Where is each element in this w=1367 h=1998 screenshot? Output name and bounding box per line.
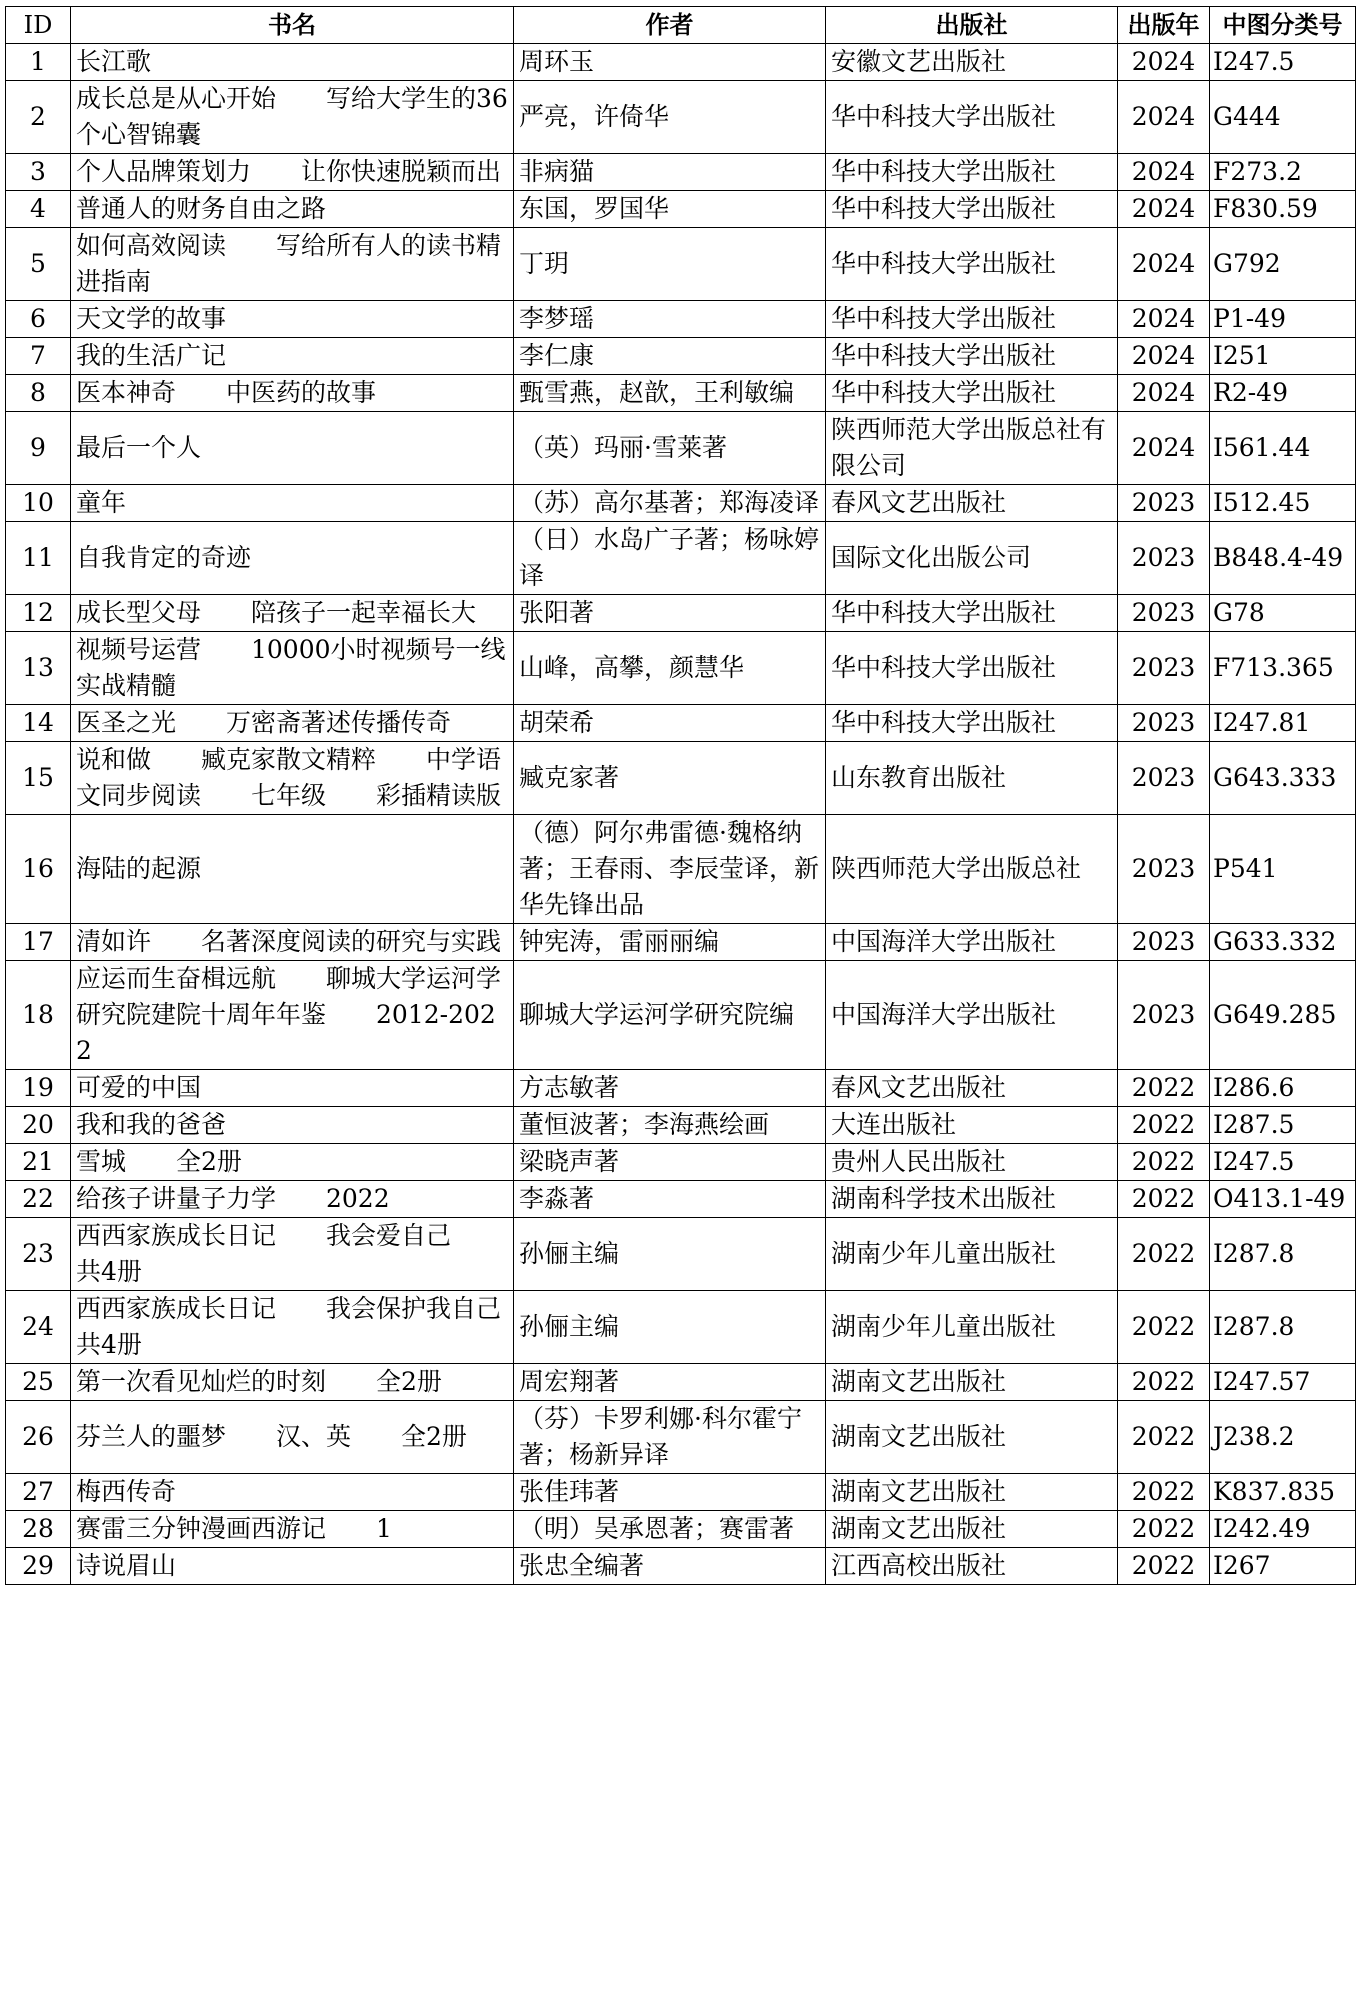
cell-publisher: 湖南少年儿童出版社 xyxy=(826,1291,1118,1364)
cell-classification: G649.285 xyxy=(1210,961,1356,1070)
cell-title: 芬兰人的噩梦 汉、英 全2册 xyxy=(71,1401,514,1474)
cell-author: 聊城大学运河学研究院编 xyxy=(514,961,826,1070)
cell-classification: P541 xyxy=(1210,815,1356,924)
table-row xyxy=(6,412,1356,485)
cell-id: 5 xyxy=(6,228,71,301)
cell-classification: R2-49 xyxy=(1210,375,1356,412)
cell-title: 可爱的中国 xyxy=(71,1070,514,1107)
cell-publisher: 华中科技大学出版社 xyxy=(826,705,1118,742)
cell-author: 孙俪主编 xyxy=(514,1218,826,1291)
cell-title: 医本神奇 中医药的故事 xyxy=(71,375,514,412)
table-row xyxy=(6,1364,1356,1401)
header-publisher: 出版社 xyxy=(826,7,1118,44)
cell-classification: I247.5 xyxy=(1210,44,1356,81)
table-row xyxy=(6,961,1356,1070)
cell-classification: G643.333 xyxy=(1210,742,1356,815)
cell-author: 非病猫 xyxy=(514,154,826,191)
cell-id: 25 xyxy=(6,1364,71,1401)
cell-publisher: 国际文化出版公司 xyxy=(826,522,1118,595)
table-row xyxy=(6,1144,1356,1181)
cell-author: 胡荣希 xyxy=(514,705,826,742)
cell-publisher: 湖南文艺出版社 xyxy=(826,1401,1118,1474)
cell-classification: B848.4-49 xyxy=(1210,522,1356,595)
cell-publisher: 江西高校出版社 xyxy=(826,1548,1118,1585)
cell-year: 2024 xyxy=(1118,44,1210,81)
cell-classification: I512.45 xyxy=(1210,485,1356,522)
cell-year: 2023 xyxy=(1118,961,1210,1070)
cell-author: 山峰，高攀，颜慧华 xyxy=(514,632,826,705)
cell-id: 2 xyxy=(6,81,71,154)
cell-year: 2022 xyxy=(1118,1511,1210,1548)
table-row xyxy=(6,44,1356,81)
cell-year: 2022 xyxy=(1118,1144,1210,1181)
cell-author: 东国，罗国华 xyxy=(514,191,826,228)
table-header xyxy=(6,7,1356,44)
cell-publisher: 湖南文艺出版社 xyxy=(826,1364,1118,1401)
cell-classification: G444 xyxy=(1210,81,1356,154)
cell-author: （英）玛丽·雪莱著 xyxy=(514,412,826,485)
table-row xyxy=(6,1401,1356,1474)
table-row xyxy=(6,924,1356,961)
cell-id: 19 xyxy=(6,1070,71,1107)
cell-title: 自我肯定的奇迹 xyxy=(71,522,514,595)
cell-title: 普通人的财务自由之路 xyxy=(71,191,514,228)
cell-author: 张忠全编著 xyxy=(514,1548,826,1585)
cell-year: 2024 xyxy=(1118,154,1210,191)
cell-author: 严亮，许倚华 xyxy=(514,81,826,154)
cell-classification: J238.2 xyxy=(1210,1401,1356,1474)
cell-publisher: 华中科技大学出版社 xyxy=(826,338,1118,375)
header-year: 出版年 xyxy=(1118,7,1210,44)
cell-author: 钟宪涛，雷丽丽编 xyxy=(514,924,826,961)
table-row xyxy=(6,1070,1356,1107)
cell-publisher: 湖南科学技术出版社 xyxy=(826,1181,1118,1218)
cell-classification: G792 xyxy=(1210,228,1356,301)
table-row xyxy=(6,1291,1356,1364)
cell-author: 甄雪燕，赵歆，王利敏编 xyxy=(514,375,826,412)
table-row xyxy=(6,595,1356,632)
cell-author: 梁晓声著 xyxy=(514,1144,826,1181)
cell-title: 西西家族成长日记 我会爱自己 共4册 xyxy=(71,1218,514,1291)
cell-year: 2022 xyxy=(1118,1291,1210,1364)
header-classification: 中图分类号 xyxy=(1210,7,1356,44)
cell-author: 李淼著 xyxy=(514,1181,826,1218)
table-row xyxy=(6,1218,1356,1291)
cell-classification: F830.59 xyxy=(1210,191,1356,228)
cell-author: 张阳著 xyxy=(514,595,826,632)
cell-year: 2023 xyxy=(1118,595,1210,632)
cell-publisher: 华中科技大学出版社 xyxy=(826,154,1118,191)
cell-title: 长江歌 xyxy=(71,44,514,81)
cell-title: 清如许 名著深度阅读的研究与实践 xyxy=(71,924,514,961)
table-row xyxy=(6,522,1356,595)
cell-classification: I247.81 xyxy=(1210,705,1356,742)
cell-classification: I242.49 xyxy=(1210,1511,1356,1548)
cell-year: 2022 xyxy=(1118,1364,1210,1401)
table-row xyxy=(6,338,1356,375)
cell-publisher: 贵州人民出版社 xyxy=(826,1144,1118,1181)
cell-year: 2022 xyxy=(1118,1218,1210,1291)
cell-publisher: 中国海洋大学出版社 xyxy=(826,924,1118,961)
cell-title: 海陆的起源 xyxy=(71,815,514,924)
cell-title: 成长总是从心开始 写给大学生的36个心智锦囊 xyxy=(71,81,514,154)
header-title: 书名 xyxy=(71,7,514,44)
cell-publisher: 大连出版社 xyxy=(826,1107,1118,1144)
cell-id: 11 xyxy=(6,522,71,595)
cell-title: 诗说眉山 xyxy=(71,1548,514,1585)
cell-publisher: 华中科技大学出版社 xyxy=(826,81,1118,154)
table-row xyxy=(6,301,1356,338)
cell-title: 我的生活广记 xyxy=(71,338,514,375)
table-row xyxy=(6,228,1356,301)
cell-classification: I247.5 xyxy=(1210,1144,1356,1181)
cell-author: 孙俪主编 xyxy=(514,1291,826,1364)
cell-publisher: 湖南少年儿童出版社 xyxy=(826,1218,1118,1291)
cell-id: 12 xyxy=(6,595,71,632)
cell-author: （芬）卡罗利娜·科尔霍宁著；杨新异译 xyxy=(514,1401,826,1474)
cell-id: 16 xyxy=(6,815,71,924)
cell-publisher: 山东教育出版社 xyxy=(826,742,1118,815)
cell-year: 2023 xyxy=(1118,705,1210,742)
cell-author: （德）阿尔弗雷德·魏格纳著；王春雨、李辰莹译，新华先锋出品 xyxy=(514,815,826,924)
cell-publisher: 华中科技大学出版社 xyxy=(826,632,1118,705)
cell-year: 2023 xyxy=(1118,485,1210,522)
cell-author: 丁玥 xyxy=(514,228,826,301)
cell-title: 说和做 臧克家散文精粹 中学语文同步阅读 七年级 彩插精读版 xyxy=(71,742,514,815)
cell-title: 天文学的故事 xyxy=(71,301,514,338)
cell-author: 方志敏著 xyxy=(514,1070,826,1107)
cell-year: 2023 xyxy=(1118,924,1210,961)
cell-year: 2024 xyxy=(1118,375,1210,412)
cell-author: 周宏翔著 xyxy=(514,1364,826,1401)
cell-publisher: 中国海洋大学出版社 xyxy=(826,961,1118,1070)
table-row xyxy=(6,815,1356,924)
cell-id: 21 xyxy=(6,1144,71,1181)
cell-id: 8 xyxy=(6,375,71,412)
cell-id: 9 xyxy=(6,412,71,485)
cell-id: 20 xyxy=(6,1107,71,1144)
cell-id: 13 xyxy=(6,632,71,705)
table-row xyxy=(6,485,1356,522)
cell-id: 1 xyxy=(6,44,71,81)
table-row xyxy=(6,191,1356,228)
cell-year: 2023 xyxy=(1118,522,1210,595)
cell-title: 医圣之光 万密斋著述传播传奇 xyxy=(71,705,514,742)
cell-publisher: 安徽文艺出版社 xyxy=(826,44,1118,81)
cell-year: 2023 xyxy=(1118,632,1210,705)
cell-publisher: 陕西师范大学出版总社有限公司 xyxy=(826,412,1118,485)
cell-classification: I251 xyxy=(1210,338,1356,375)
table-row xyxy=(6,375,1356,412)
cell-publisher: 春风文艺出版社 xyxy=(826,1070,1118,1107)
cell-author: 张佳玮著 xyxy=(514,1474,826,1511)
cell-year: 2022 xyxy=(1118,1548,1210,1585)
cell-id: 4 xyxy=(6,191,71,228)
cell-title: 雪城 全2册 xyxy=(71,1144,514,1181)
cell-publisher: 华中科技大学出版社 xyxy=(826,228,1118,301)
cell-year: 2023 xyxy=(1118,815,1210,924)
cell-id: 22 xyxy=(6,1181,71,1218)
table-row xyxy=(6,154,1356,191)
cell-classification: P1-49 xyxy=(1210,301,1356,338)
cell-year: 2024 xyxy=(1118,412,1210,485)
cell-id: 27 xyxy=(6,1474,71,1511)
cell-title: 西西家族成长日记 我会保护我自己 共4册 xyxy=(71,1291,514,1364)
cell-author: （日）水岛广子著；杨咏婷译 xyxy=(514,522,826,595)
cell-publisher: 华中科技大学出版社 xyxy=(826,301,1118,338)
cell-classification: F273.2 xyxy=(1210,154,1356,191)
cell-classification: I561.44 xyxy=(1210,412,1356,485)
cell-author: （苏）高尔基著；郑海凌译 xyxy=(514,485,826,522)
cell-title: 如何高效阅读 写给所有人的读书精进指南 xyxy=(71,228,514,301)
cell-classification: I287.8 xyxy=(1210,1291,1356,1364)
cell-year: 2022 xyxy=(1118,1181,1210,1218)
cell-year: 2024 xyxy=(1118,228,1210,301)
cell-classification: G633.332 xyxy=(1210,924,1356,961)
cell-classification: I286.6 xyxy=(1210,1070,1356,1107)
cell-author: 臧克家著 xyxy=(514,742,826,815)
cell-id: 3 xyxy=(6,154,71,191)
book-table xyxy=(5,6,1356,1585)
table-row xyxy=(6,1181,1356,1218)
cell-classification: I267 xyxy=(1210,1548,1356,1585)
table-row xyxy=(6,81,1356,154)
cell-id: 23 xyxy=(6,1218,71,1291)
cell-classification: I287.5 xyxy=(1210,1107,1356,1144)
cell-title: 最后一个人 xyxy=(71,412,514,485)
cell-title: 视频号运营 10000小时视频号一线实战精髓 xyxy=(71,632,514,705)
table-body xyxy=(6,44,1356,1585)
table-row xyxy=(6,1107,1356,1144)
cell-id: 6 xyxy=(6,301,71,338)
cell-classification: K837.835 xyxy=(1210,1474,1356,1511)
cell-year: 2022 xyxy=(1118,1107,1210,1144)
table-row xyxy=(6,632,1356,705)
cell-year: 2022 xyxy=(1118,1474,1210,1511)
cell-id: 10 xyxy=(6,485,71,522)
cell-id: 17 xyxy=(6,924,71,961)
cell-title: 梅西传奇 xyxy=(71,1474,514,1511)
cell-year: 2024 xyxy=(1118,301,1210,338)
cell-id: 15 xyxy=(6,742,71,815)
cell-year: 2022 xyxy=(1118,1070,1210,1107)
cell-title: 给孩子讲量子力学 2022 xyxy=(71,1181,514,1218)
cell-publisher: 华中科技大学出版社 xyxy=(826,191,1118,228)
cell-title: 赛雷三分钟漫画西游记 1 xyxy=(71,1511,514,1548)
cell-publisher: 湖南文艺出版社 xyxy=(826,1474,1118,1511)
cell-id: 24 xyxy=(6,1291,71,1364)
table-row xyxy=(6,1474,1356,1511)
cell-classification: G78 xyxy=(1210,595,1356,632)
table-row xyxy=(6,1548,1356,1585)
cell-author: 李仁康 xyxy=(514,338,826,375)
cell-author: 董恒波著；李海燕绘画 xyxy=(514,1107,826,1144)
cell-title: 我和我的爸爸 xyxy=(71,1107,514,1144)
cell-id: 18 xyxy=(6,961,71,1070)
cell-id: 14 xyxy=(6,705,71,742)
cell-publisher: 春风文艺出版社 xyxy=(826,485,1118,522)
cell-publisher: 湖南文艺出版社 xyxy=(826,1511,1118,1548)
header-row xyxy=(6,7,1356,44)
cell-year: 2024 xyxy=(1118,191,1210,228)
cell-title: 个人品牌策划力 让你快速脱颖而出 xyxy=(71,154,514,191)
cell-title: 第一次看见灿烂的时刻 全2册 xyxy=(71,1364,514,1401)
cell-publisher: 华中科技大学出版社 xyxy=(826,375,1118,412)
cell-author: 周环玉 xyxy=(514,44,826,81)
cell-publisher: 陕西师范大学出版总社 xyxy=(826,815,1118,924)
cell-title: 应运而生奋楫远航 聊城大学运河学研究院建院十周年年鉴 2012-2022 xyxy=(71,961,514,1070)
header-id: ID xyxy=(6,7,71,44)
cell-id: 28 xyxy=(6,1511,71,1548)
table-row xyxy=(6,705,1356,742)
cell-year: 2023 xyxy=(1118,742,1210,815)
cell-classification: I287.8 xyxy=(1210,1218,1356,1291)
cell-year: 2024 xyxy=(1118,338,1210,375)
cell-id: 7 xyxy=(6,338,71,375)
cell-title: 童年 xyxy=(71,485,514,522)
cell-year: 2022 xyxy=(1118,1401,1210,1474)
cell-author: （明）吴承恩著；赛雷著 xyxy=(514,1511,826,1548)
cell-id: 29 xyxy=(6,1548,71,1585)
cell-author: 李梦瑶 xyxy=(514,301,826,338)
header-author: 作者 xyxy=(514,7,826,44)
cell-classification: F713.365 xyxy=(1210,632,1356,705)
cell-title: 成长型父母 陪孩子一起幸福长大 xyxy=(71,595,514,632)
cell-classification: I247.57 xyxy=(1210,1364,1356,1401)
cell-publisher: 华中科技大学出版社 xyxy=(826,595,1118,632)
cell-year: 2024 xyxy=(1118,81,1210,154)
cell-id: 26 xyxy=(6,1401,71,1474)
table-row xyxy=(6,742,1356,815)
table-row xyxy=(6,1511,1356,1548)
cell-classification: O413.1-49 xyxy=(1210,1181,1356,1218)
